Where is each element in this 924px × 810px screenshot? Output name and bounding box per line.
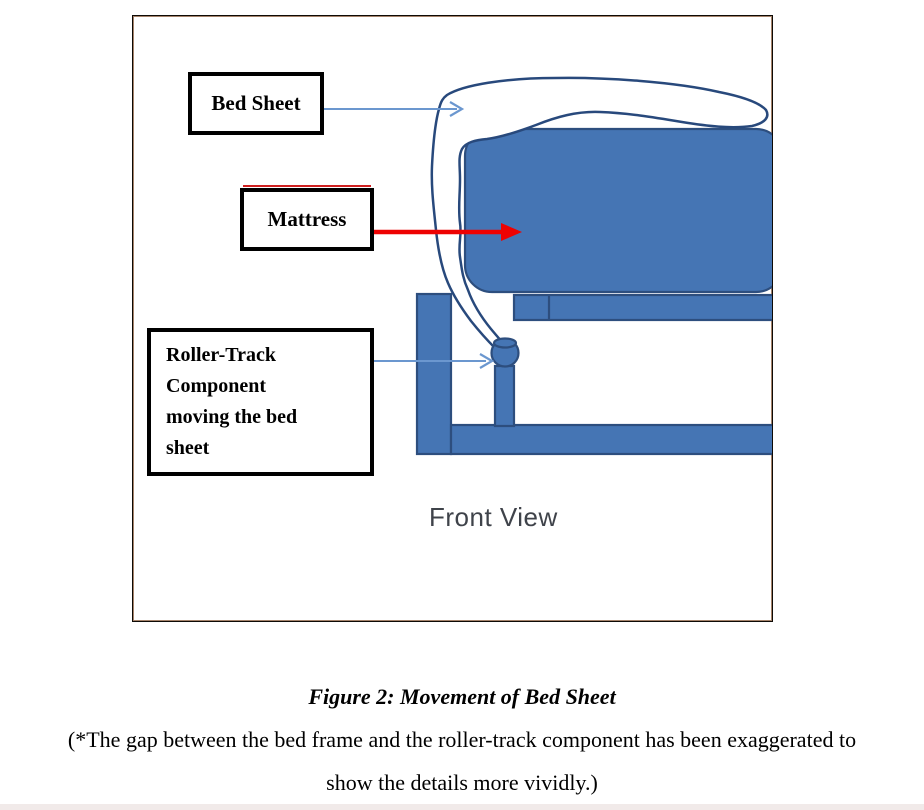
mattress-label: Mattress [267, 207, 347, 231]
mattress-support-rail [514, 295, 772, 320]
mattress-label-box [240, 188, 374, 251]
figure-diagram-box [132, 15, 773, 622]
roller-track-label-line: Component [166, 375, 267, 397]
roller-track-label-line: Roller-Track [166, 344, 276, 366]
mattress-shape [465, 129, 772, 292]
figure-caption-note-line-1: (*The gap between the bed frame and the roller-track component has been exaggerated to [67, 727, 857, 752]
bed-frame-bottom-rail [451, 425, 772, 454]
roller-post [495, 366, 514, 426]
roller-track-label-box [147, 328, 374, 476]
roller-track-label-line: sheet [166, 437, 210, 459]
front-view-label: Front View [429, 502, 558, 532]
roller-cap [494, 339, 516, 348]
bed-sheet-label: Bed Sheet [211, 91, 301, 115]
bed-sheet-label-box [188, 72, 324, 135]
figure-caption-note-line-2: show the details more vividly.) [326, 770, 598, 795]
bed-frame-leg [417, 294, 451, 454]
page-bottom-divider [0, 804, 924, 810]
figure-caption-title: Figure 2: Movement of Bed Sheet [308, 684, 616, 709]
roller-track-label-line: moving the bed [166, 406, 298, 428]
